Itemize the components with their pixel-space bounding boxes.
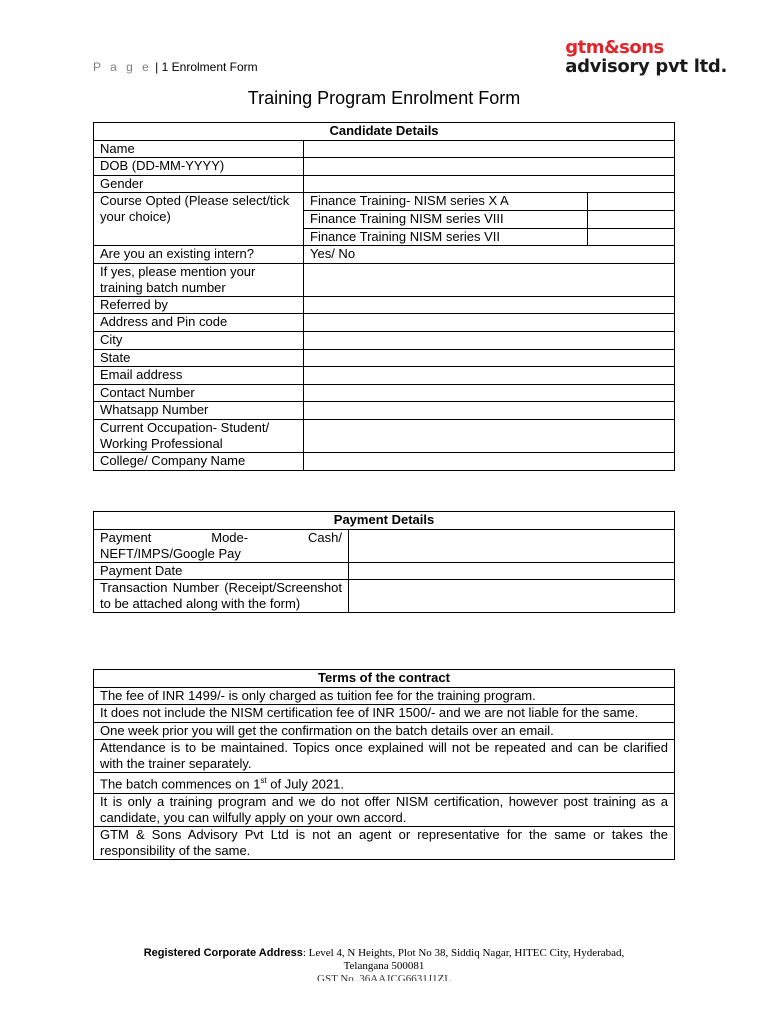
payment-date-field[interactable]	[349, 562, 675, 580]
course-checkbox[interactable]	[587, 210, 674, 228]
table-row	[94, 367, 675, 385]
terms-table	[93, 669, 675, 860]
field-label: Payment Mode- Cash/ NEFT/IMPS/Google Pay	[94, 529, 349, 562]
logo-line1: gtm&sons	[565, 37, 664, 58]
terms-item: It does not include the NISM certification fee of INR 1500/- and we are not liable for the same.	[94, 705, 675, 723]
gender-field[interactable]	[304, 175, 675, 193]
field-label: Current Occupation- Student/ Working Professional	[94, 419, 304, 452]
table-row	[94, 140, 675, 158]
terms-item: GTM & Sons Advisory Pvt Ltd is not an agent or representative for the same or takes the responsibility of the same.	[94, 826, 675, 859]
terms-item: Attendance is to be maintained. Topics once explained will not be repeated and can be clarified with the trainer separately.	[94, 740, 675, 773]
table-row	[94, 402, 675, 420]
course-options-table	[304, 193, 674, 245]
doc-label: Enrolment Form	[171, 60, 258, 74]
field-label: Address and Pin code	[94, 314, 304, 332]
name-field[interactable]	[304, 140, 675, 158]
table-row	[94, 452, 675, 470]
terms-item	[94, 773, 675, 793]
table-row	[94, 529, 675, 562]
field-label: Contact Number	[94, 384, 304, 402]
field-label: State	[94, 349, 304, 367]
course-options-cell	[304, 193, 675, 246]
terms-item: The fee of INR 1499/- is only charged as tuition fee for the training program.	[94, 687, 675, 705]
logo-line2: advisory pvt ltd.	[565, 56, 727, 77]
whatsapp-number-field[interactable]	[304, 402, 675, 420]
table-row	[94, 562, 675, 580]
email-field[interactable]	[304, 367, 675, 385]
batch-sup: st	[260, 776, 267, 786]
table-row	[94, 296, 675, 314]
field-label: Email address	[94, 367, 304, 385]
batch-text-end: of July 2021.	[266, 776, 344, 792]
footer-address-line1: : Level 4, N Heights, Plot No 38, Siddiq Nagar, HITEC City, Hyderabad,	[302, 947, 625, 959]
table-row	[94, 349, 675, 367]
field-label: Name	[94, 140, 304, 158]
table-row	[94, 419, 675, 452]
transaction-number-field[interactable]	[349, 580, 675, 613]
course-checkbox[interactable]	[587, 228, 674, 245]
course-option: Finance Training- NISM series X A	[304, 193, 587, 210]
field-label: If yes, please mention your training batch number	[94, 263, 304, 296]
course-checkbox[interactable]	[587, 193, 674, 210]
referred-by-field[interactable]	[304, 296, 675, 314]
payment-details-table	[93, 511, 675, 613]
page-header	[93, 60, 258, 74]
field-label: Gender	[94, 175, 304, 193]
payment-mode-field[interactable]	[349, 529, 675, 562]
footer-address	[0, 947, 768, 981]
contact-number-field[interactable]	[304, 384, 675, 402]
course-option: Finance Training NISM series VII	[310, 228, 501, 244]
address-field[interactable]	[304, 314, 675, 332]
field-label: College/ Company Name	[94, 452, 304, 470]
batch-text: The batch commences on 1	[100, 776, 261, 792]
terms-item: It is only a training program and we do not offer NISM certification, however post training as a candidate, you can wilfully apply on your own accord.	[94, 793, 675, 826]
table-row	[94, 246, 675, 264]
table-row	[94, 314, 675, 332]
table-row	[94, 193, 675, 246]
batch-number-field[interactable]	[304, 263, 675, 296]
page-number: 1	[161, 60, 169, 74]
table-row	[94, 384, 675, 402]
city-field[interactable]	[304, 331, 675, 349]
page-separator: |	[155, 60, 159, 74]
field-label: DOB (DD-MM-YYYY)	[94, 158, 304, 176]
footer-label: Registered Corporate Address	[143, 947, 303, 959]
terms-item: One week prior you will get the confirmation on the batch details over an email.	[94, 722, 675, 740]
college-field[interactable]	[304, 452, 675, 470]
terms-heading: Terms of the contract	[94, 670, 675, 688]
page-word: P a g e	[93, 60, 152, 74]
field-label: Transaction Number (Receipt/Screenshot to be attached along with the form)	[94, 580, 349, 613]
footer-cut-line: GST No. 36AAJCG6631J1ZL	[317, 973, 451, 981]
field-label: Are you an existing intern?	[94, 246, 304, 264]
table-row	[94, 580, 675, 613]
payment-heading: Payment Details	[94, 512, 675, 530]
occupation-field[interactable]	[304, 419, 675, 452]
course-option: Finance Training NISM series VIII	[304, 210, 587, 228]
candidate-heading: Candidate Details	[94, 123, 675, 141]
state-field[interactable]	[304, 349, 675, 367]
field-label: Course Opted (Please select/tick your choice)	[94, 193, 304, 246]
page-title: Training Program Enrolment Form	[247, 88, 521, 108]
table-row	[94, 331, 675, 349]
field-label: City	[94, 331, 304, 349]
table-row	[94, 175, 675, 193]
field-label: Payment Date	[94, 562, 349, 580]
candidate-details-table	[93, 122, 675, 471]
dob-field[interactable]	[304, 158, 675, 176]
table-row	[94, 158, 675, 176]
field-label: Whatsapp Number	[94, 402, 304, 420]
footer-address-line2: Telangana 500081	[343, 960, 425, 972]
intern-field[interactable]: Yes/ No	[304, 246, 675, 264]
company-logo	[565, 38, 727, 76]
table-row	[94, 263, 675, 296]
field-label: Referred by	[94, 296, 304, 314]
